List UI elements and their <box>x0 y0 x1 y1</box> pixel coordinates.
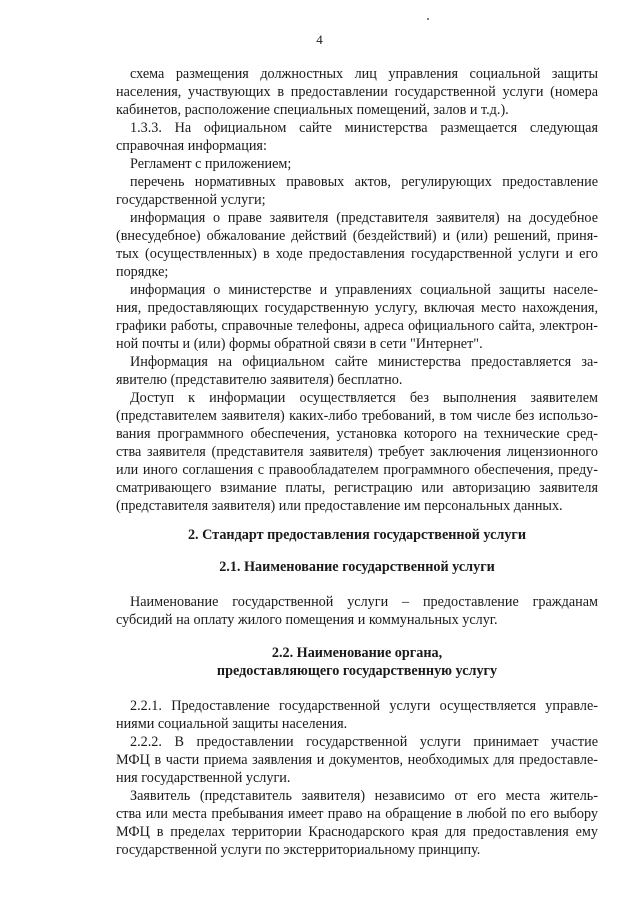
text-line: перечень нормативных правовых актов, регулирующих предоставление <box>130 174 598 190</box>
text-line: МФЦ в части приема заявления и документов, необходимых для предоставле- <box>116 752 598 768</box>
text-line: ной почты и (или) формы обратной связи в сети "Интернет". <box>116 336 483 352</box>
text-line: ния государственной услуги. <box>116 770 291 786</box>
text-line: Наименование государственной услуги – предоставление гражданам <box>130 594 598 610</box>
text-line: ства заявителя (представителя заявителя) требует заключения лицензионного <box>116 444 598 460</box>
subsection-heading: предоставляющего государственную услугу <box>216 663 498 679</box>
text-line: государственной услуги; <box>116 192 266 208</box>
text-line: населения, участвующих в предоставлении государственной услуги (номера <box>116 84 598 100</box>
subsection-heading: 2.1. Наименование государственной услуги <box>219 559 495 575</box>
text-line: Регламент с приложением; <box>130 156 292 172</box>
page-number: 4 <box>316 32 323 47</box>
text-line: тых (осуществленных) в ходе предоставления государственной услуги и его <box>116 246 598 262</box>
text-line: субсидий на оплату жилого помещения и коммунальных услуг. <box>116 612 498 628</box>
text-line: (представителем заявителя) каких-либо требований, в том числе без использо- <box>116 408 598 424</box>
text-line: ниями социальной защиты населения. <box>116 716 348 732</box>
text-line: (внесудебное) обжалование действий (бездействий) и (или) решений, приня- <box>116 228 598 244</box>
subsection-heading: 2.2. Наименование органа, <box>271 645 443 661</box>
text-line: 2.2.2. В предоставлении государственной услуги принимает участие <box>130 734 598 750</box>
scan-speck <box>427 18 429 20</box>
text-line: (представителя заявителя) или предоставление им персональных данных. <box>116 498 563 514</box>
text-line: порядке; <box>116 264 169 280</box>
text-line: кабинетов, расположение специальных помещений, залов и т.д.). <box>116 102 509 118</box>
text-line: информация о министерстве и управлениях социальной защиты населе- <box>130 282 598 298</box>
text-line: явителю (представителю заявителя) бесплатно. <box>116 372 403 388</box>
text-line: графики работы, справочные телефоны, адреса официального сайта, электрон- <box>116 318 598 334</box>
text-line: Информация на официальном сайте министерства предоставляется за- <box>130 354 598 370</box>
text-line: ния, предоставляющих государственную услугу, включая место нахождения, <box>116 300 598 316</box>
text-line: или иного соглашения с правообладателем программного обеспечения, преду- <box>116 462 598 478</box>
text-line: 1.3.3. На официальном сайте министерства размещается следующая <box>130 120 598 136</box>
text-line: МФЦ в пределах территории Краснодарского края для предоставления ему <box>116 824 598 840</box>
text-line: 2.2.1. Предоставление государственной услуги осуществляется управле- <box>130 698 598 714</box>
text-line: схема размещения должностных лиц управления социальной защиты <box>130 66 598 82</box>
text-line: справочная информация: <box>116 138 267 154</box>
text-line: ства или места пребывания имеет право на обращение в любой по его выбору <box>116 806 598 822</box>
text-line: сматривающего взимание платы, регистрацию или авторизацию заявителя <box>116 480 598 496</box>
text-line: Заявитель (представитель заявителя) независимо от его места житель- <box>130 788 598 804</box>
section-heading: 2. Стандарт предоставления государственной услуги <box>187 527 527 543</box>
text-line: информация о праве заявителя (представителя заявителя) на досудебное <box>130 210 598 226</box>
text-line: вания программного обеспечения, установка которого на технические сред- <box>116 426 598 442</box>
text-line: Доступ к информации осуществляется без выполнения заявителем <box>130 390 598 406</box>
text-line: государственной услуги по экстерриториальному принципу. <box>116 842 481 858</box>
